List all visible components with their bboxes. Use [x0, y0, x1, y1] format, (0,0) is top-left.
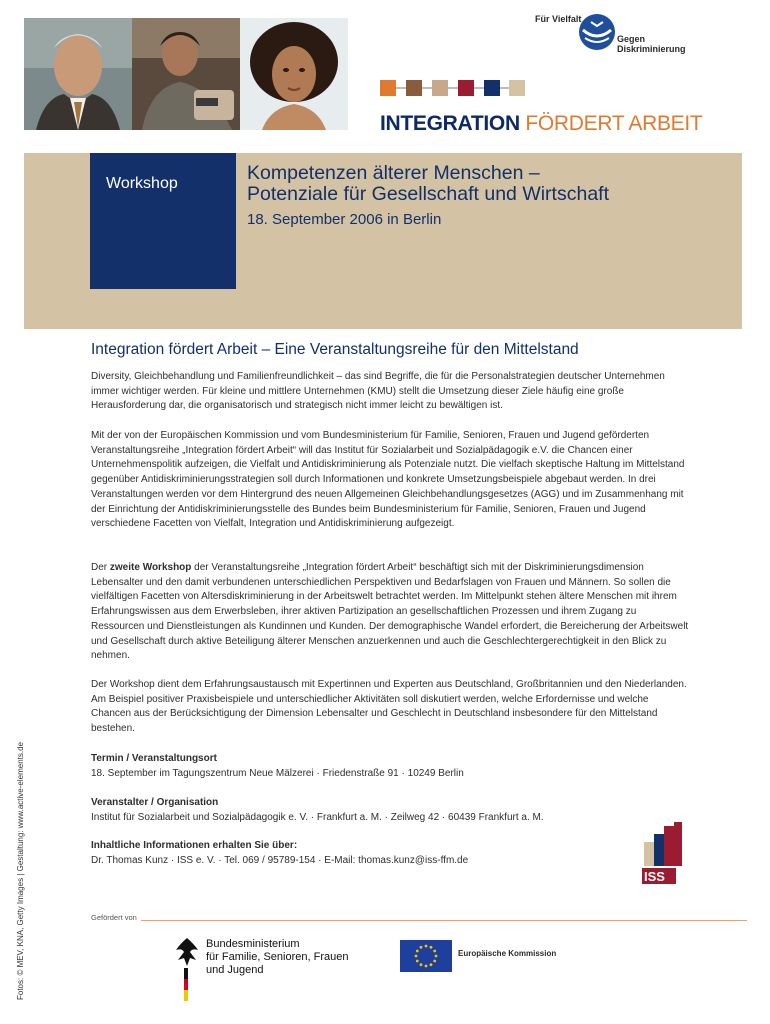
paragraph-1-text: Diversity, Gleichbehandlung und Familienfreundlichkeit – das sind Begriffe, die für die Personalstrategien deutscher Unternehmen immer wichtiger werden. Für kleine und mittlere Unternehmen (KMU) stellt die Umsetzung dieser Ziele häufig eine große Herausforderung dar, die organisatorisch und strategisch nicht immer leicht zu bewältigen ist.: [91, 371, 665, 412]
logo-top-text: Für Vielfalt: [535, 14, 582, 24]
event-title: [247, 163, 609, 205]
veranstalter-block: [91, 796, 691, 825]
kontakt-block: [91, 839, 691, 868]
gefoerdert-label: Gefördert von: [91, 913, 141, 922]
event-date: 18. September 2006 in Berlin: [247, 211, 442, 228]
footer-divider: [91, 920, 747, 921]
kontakt-value: Dr. Thomas Kunz · ISS e. V. · Tel. 069 / 95789-154 · E-Mail: thomas.kunz@iss-ffm.de: [91, 854, 469, 866]
bmfsfj-text: [206, 938, 348, 977]
bmfsfj-line2: für Familie, Senioren, Frauen: [206, 951, 349, 963]
eu-logo: [400, 940, 600, 974]
veranstalter-value: Institut für Sozialarbeit und Sozialpädagogik e. V. · Frankfurt a. M. · Zeilweg 42 · 60439 Frankfurt a. M.: [91, 811, 544, 823]
bmfsfj-logo: [172, 936, 372, 1006]
paragraph-2: [91, 429, 691, 532]
photo-credit: Fotos: © MEV, KNA, Getty Images | Gestaltung: www.active-elements.de: [16, 741, 25, 1000]
fuer-vielfalt-logo: [535, 12, 715, 52]
photo-young-woman: [240, 18, 348, 130]
integration-logo-text: [380, 112, 702, 136]
logo-bottom-text: Gegen Diskriminierung: [617, 34, 686, 54]
termin-label: Termin / Veranstaltungsort: [91, 753, 217, 764]
vielfalt-circle-icon: [575, 12, 619, 52]
color-squares-chain: [380, 80, 525, 96]
photo-young-man-working: [132, 18, 240, 130]
eu-label: Europäische Kommission: [458, 949, 557, 958]
paragraph-1: [91, 370, 691, 414]
section-heading: Integration fördert Arbeit – Eine Veranstaltungsreihe für den Mittelstand: [91, 341, 579, 358]
bmfsfj-line1: Bundesministerium: [206, 938, 300, 950]
paragraph-4: [91, 678, 691, 737]
kontakt-label: Inhaltliche Informationen erhalten Sie über:: [91, 840, 298, 851]
workshop-box: [90, 153, 236, 289]
bmfsfj-line3: und Jugend: [206, 964, 264, 976]
termin-block: [91, 752, 691, 781]
event-title-line1: Kompetenzen älterer Menschen –: [247, 162, 540, 184]
foerdert-arbeit-word: FÖRDERT ARBEIT: [525, 112, 703, 135]
event-title-line2: Potenziale für Gesellschaft und Wirtschaft: [247, 183, 609, 205]
integration-word: INTEGRATION: [380, 112, 520, 135]
termin-value: 18. September im Tagungszentrum Neue Mälzerei · Friedenstraße 91 · 10249 Berlin: [91, 767, 464, 779]
paragraph-3: [91, 561, 691, 664]
paragraph-2-text: Mit der von der Europäischen Kommission und vom Bundesministerium für Familie, Senioren, Frauen und Jugend geförderten Veranstaltungsreihe „Integration fördert Arbeit“ will das Institut für Sozialarbeit und Sozialpädagogik e.V. die Chancen einer Unternehmenspolitik aufzeigen, die Vielfalt und Antidiskriminierung als Potenziale nutzt. Die vielfach skeptische Haltung im Mittelstand gegenüber Antidiskriminierungsstrategien soll durch Informationen und konkrete Umsetzungsbeispiele abgebaut werden. In drei Veranstaltungen werden vor dem Hintergrund des neuen Allgemeinen Gleichbehandlungsgesetzes (AGG) und im Zusammenhang mit der Einrichtung der Antidiskriminierungsstelle des Bundes beim Bundesministerium für Familie, Senioren, Frauen und Jugend verschiedene Facetten von Vielfalt, Integration und Antidiskriminierung aufgezeigt.: [91, 430, 685, 530]
photo-older-man: [24, 18, 132, 130]
paragraph-4-text: Der Workshop dient dem Erfahrungsaustausch mit Expertinnen und Experten aus Deutschland, Großbritannien und den Niederlanden. Am Beispiel positiver Praxisbeispiele und unterschiedlicher Aktivitäten soll diskutiert werden, welche Erfordernisse und welche Chancen aus der Berücksichtigung der Dimension Lebensalter und Geschlecht in Deutschland insbesondere für den Mittelstand bestehen.: [91, 679, 687, 735]
veranstalter-label: Veranstalter / Organisation: [91, 797, 219, 808]
federal-eagle-icon: [172, 936, 202, 1002]
eu-flag-icon: [400, 940, 452, 972]
paragraph-3-bold: zweite Workshop: [109, 562, 192, 573]
workshop-label: Workshop: [106, 175, 178, 192]
paragraph-3-rest: der Veranstaltungsreihe „Integration fördert Arbeit“ beschäftigt sich mit der Diskriminierungsdimension Lebensalter und den damit verbundenen unterschiedlichen Perspektiven und Bedarfslagen von Frauen und Männern. So sollen die vielfältigen Facetten von Altersdiskriminierung in der Arbeitswelt betrachtet werden. Im Mittelpunkt stehen ältere Menschen mit ihrem Erfahrungswissen aus dem Erwerbsleben, ihrer aktiven Partizipation an gesellschaftlichen Prozessen und ihrem Zugang zu Ressourcen und Dienstleistungen als Kundinnen und Kunden. Der demographische Wandel erfordert, die Bereicherung der Arbeitswelt und Gesellschaft durch aktive Beteiligung älterer Menschen anzuerkennen und auch die Geschlechtergerechtigkeit in den Blick zu nehmen.: [91, 562, 689, 662]
paragraph-3-prefix: Der: [91, 562, 110, 573]
iss-logo-text: ISS: [644, 869, 665, 884]
iss-logo: [640, 822, 688, 897]
